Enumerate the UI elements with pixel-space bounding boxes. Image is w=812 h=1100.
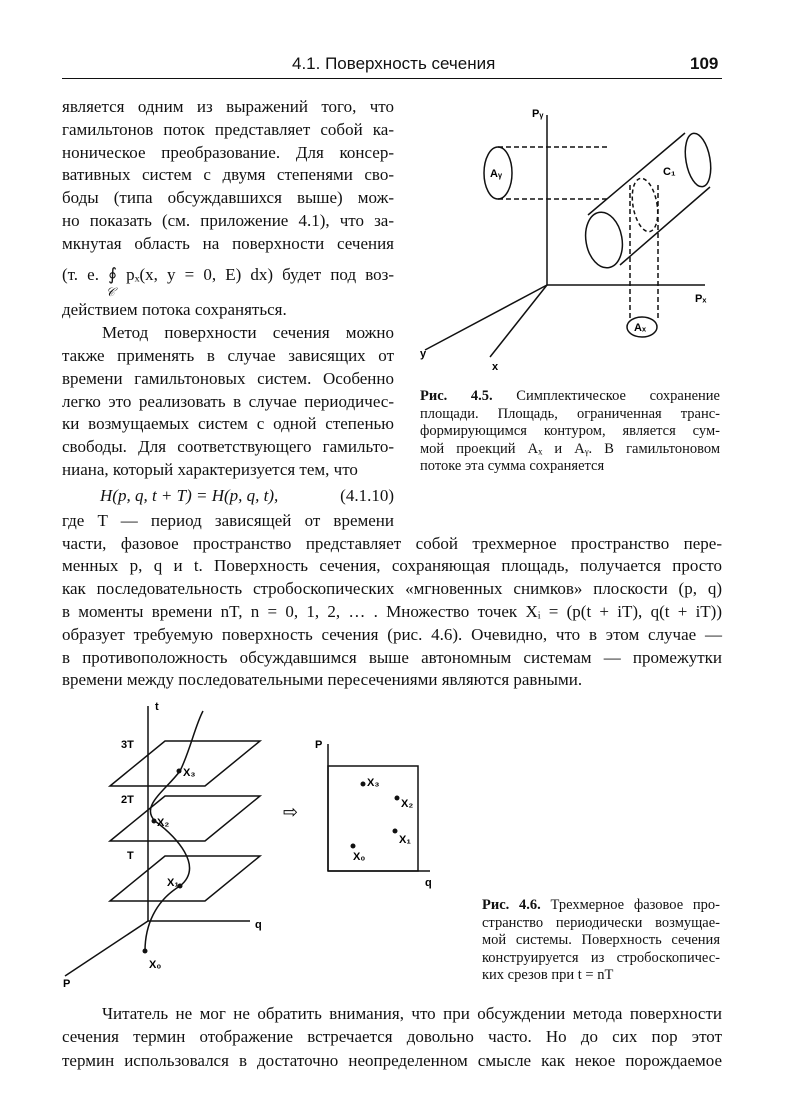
equation-row	[62, 482, 394, 510]
text-line: в моменты времени nT, n = 0, 1, 2, … . Множество точек Xᵢ = (p(t + iT), q(t + iT))	[62, 601, 722, 621]
caption-label: Рис. 4.6.	[482, 897, 541, 913]
text-line: мкнутая область на поверхности сечения	[62, 233, 394, 253]
text-line: ки возмущаемых систем с одной степенью	[62, 414, 394, 434]
caption-line: мой проекций Aₓ и Aᵧ. В гамильтоновом	[420, 440, 720, 457]
running-header: 4.1. Поверхность сечения	[292, 54, 496, 73]
label-c1: C₁	[663, 166, 676, 178]
label-ax: Aₓ	[634, 322, 646, 334]
tube-end-front	[581, 209, 626, 270]
text-line: термин использовался в достаточно неопределенном смысле как некое порождаемое	[62, 1050, 722, 1070]
caption-line: потоке эта сумма сохраняется	[420, 458, 605, 474]
label-px: Pₓ	[695, 293, 707, 305]
y-axis	[425, 285, 547, 350]
text-line: Метод поверхности сечения можно	[102, 323, 394, 343]
text-line-integral: (т. е. ∮ pₓ(x, y = 0, E) dx) будет под воз-	[62, 264, 394, 284]
label-x1-section: X₁	[399, 834, 411, 846]
label-p: P	[63, 978, 71, 990]
label-x3: X₃	[183, 767, 196, 779]
left-column-text	[62, 96, 394, 482]
label-x3-section: X₃	[367, 777, 380, 789]
text-line: менных p, q и t. Поверхность сечения, сохраняющая площадь, получается просто	[62, 556, 722, 576]
caption-label: Рис. 4.5.	[420, 388, 493, 404]
caption-line: ких срезов при t = nT	[482, 967, 614, 983]
caption-line: конструируется из стробоскопичес-	[482, 949, 720, 966]
label-2T: 2T	[121, 794, 134, 806]
label-ay: Aᵧ	[490, 168, 502, 180]
text-line: свободы. Для соответствующего гамильто-	[62, 437, 394, 457]
text-line: образует требуемую поверхность сечения (рис. 4.6). Очевидно, что в этом случае —	[62, 624, 722, 644]
text-line: гамильтонов поток представляет собой ка-	[62, 119, 394, 139]
text-line: ниана, который характеризуется тем, что	[62, 459, 358, 479]
label-T: T	[127, 850, 134, 862]
caption-line: Симплектическое сохранение	[492, 388, 720, 404]
caption-line: мой системы. Поверхность сечения	[482, 932, 720, 948]
full-width-paragraph	[62, 510, 722, 692]
text-line: Читатель не мог не обратить внимания, что при обсуждении метода поверхности	[102, 1004, 722, 1023]
plane-T	[110, 856, 260, 901]
last-paragraph	[62, 1002, 722, 1072]
text-line: но показать (см. приложение 4.1), что за-	[62, 210, 394, 230]
integral-contour: 𝒞	[106, 285, 115, 300]
label-x0: X₀	[149, 959, 162, 971]
label-t: t	[155, 701, 159, 713]
text-line: является одним из выражений того, что	[62, 97, 394, 116]
p-axis	[65, 921, 148, 976]
text-line: времени между последовательными пересечениями являются равными.	[62, 670, 583, 690]
text-line: сечения термин отображение встречается довольно часто. Но до сих пор этот	[62, 1027, 722, 1047]
text-line: действием потока сохраняться.	[62, 300, 287, 320]
caption-line: странство периодически возмущае-	[482, 914, 720, 931]
text-line: где T — период зависящей от времени	[62, 510, 394, 530]
text-line: части, фазовое пространство представляет собой трехмерное пространство пере-	[62, 533, 722, 553]
figure-4-6-caption	[482, 897, 720, 985]
contour-c1	[628, 176, 661, 233]
label-x0-section: X₀	[353, 851, 366, 863]
label-py: Pᵧ	[532, 108, 544, 120]
label-3T: 3T	[121, 739, 134, 751]
figure-4-5	[410, 95, 730, 375]
caption-line: площади. Площадь, ограниченная транс-	[420, 405, 720, 422]
page-number: 109	[690, 54, 719, 73]
tube	[588, 133, 710, 265]
text-line: в противоположность обсуждавшимся выше автономным системам — промежутки	[62, 647, 722, 667]
text-line: также применять в случае зависящих от	[62, 345, 394, 365]
caption-line: формирующимся контуром, является сум-	[420, 423, 720, 439]
label-x2-section: X₂	[401, 798, 414, 810]
caption-line: Трехмерное фазовое про-	[540, 897, 720, 913]
figure-4-6	[55, 696, 475, 992]
figure-4-5-caption	[420, 388, 720, 476]
arrow-icon: ⇨	[283, 802, 299, 822]
label-x2: X₂	[157, 817, 170, 829]
text-line: времени гамильтоновых систем. Особенно	[62, 368, 394, 388]
equation: H(p, q, t + T) = H(p, q, t),	[100, 485, 279, 505]
x-axis	[490, 285, 547, 357]
text-line: ноническое преобразование. Для консер-	[62, 142, 394, 162]
text-line: как последовательность стробоскопических «мгновенных снимков» плоскости (p, q)	[62, 579, 722, 599]
trajectory	[145, 711, 203, 951]
text-line: вативных систем с двумя степенями сво-	[62, 165, 394, 185]
header-rule	[62, 78, 722, 79]
equation-number: (4.1.10)	[340, 485, 394, 505]
text-line: боды (типа обсуждавшихся выше) мож-	[62, 188, 394, 208]
text-line: легко это реализовать в случае периодичес-	[62, 391, 394, 411]
label-x: x	[492, 361, 499, 373]
label-y: y	[420, 348, 427, 360]
label-q: q	[255, 919, 262, 931]
label-p-section: P	[315, 739, 323, 751]
label-q-section: q	[425, 877, 432, 889]
label-x1: X₁	[167, 877, 179, 889]
